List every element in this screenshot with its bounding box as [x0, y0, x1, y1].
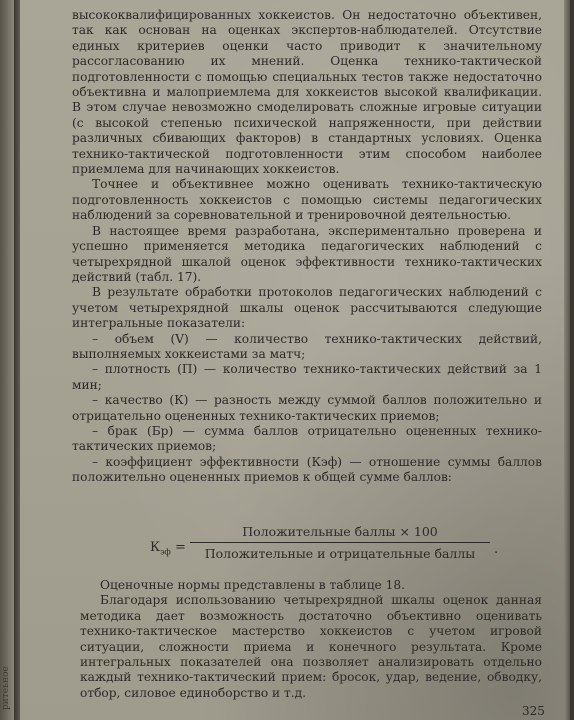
formula-lhs: $К_{эф}$ = [150, 540, 186, 557]
page-number: 325 [522, 704, 545, 718]
list-item: – объем (V) — количество технико-тактических действий, выполняемых хоккеистами за матч; [72, 331, 542, 361]
formula-fraction [190, 524, 490, 561]
paragraph: высококвалифицированных хоккеистов. Он недостаточно объективен, так как основан на оценках экспертов-наблюдателей. Отсутствие единых критериев оценки часто приводит к значительному рассогласованию их мнений. Оценка технико-тактической подготовленности с помощью специальных тестов также недостаточно объективна и малоприемлема для хоккеистов высокой квалификации. В этом случае невозможно смоделировать сложные игровые ситуации (с высокой степенью психической напряженности, при действии различных сбивающих факторов) в стандартных условиях. Оценка технико-тактической подготовленности этим способом наиболее приемлема для начинающих хоккеистов. [72, 8, 542, 177]
efficiency-formula [150, 524, 510, 572]
paragraph: Точнее и объективнее можно оценивать технико-тактическую подготовленность хоккеистов с помощью системы педагогических наблюдений за соревновательной и тренировочной деятельностью. [72, 177, 542, 223]
left-page-fragment: ритеьное [1, 666, 11, 710]
list-item: – брак (Бр) — сумма баллов отрицательно оцененных технико-тактических приемов; [72, 423, 542, 454]
list-item: – плотность (П) — количество технико-тактических действий за 1 мин; [72, 362, 542, 392]
page-right-edge [564, 0, 570, 720]
list-item: – качество (К) — разность между суммой баллов положительно и отрицательно оцененных технико-тактических приемов; [72, 393, 542, 423]
list-item: – коэффициент эффективности (Кэф) — отношение суммы баллов положительно оцененных приемов к общей сумме баллов: [72, 454, 542, 485]
book-page [20, 0, 570, 720]
paragraph: В результате обработки протоколов педагогических наблюдений с учетом четырехрядной шкалы оценок рассчитываются следующие интегральные показатели: [72, 285, 542, 331]
paragraph: Благодаря использованию четырехрядной шкалы оценок данная методика дает возможность достаточно объективно оценивать технико-тактическое мастерство хоккеистов с учетом игровой ситуации, сложности приема и конечного результата. Кроме интегральных показателей она позволяет анализировать отдельно каждый технико-тактический прием: бросок, удар, ведение, обводку, отбор, силовое единоборство и т.д. [80, 593, 542, 700]
body-text-top [72, 8, 542, 486]
left-page-edge [0, 0, 14, 720]
paragraph: Оценочные нормы представлены в таблице 18. [100, 578, 406, 592]
paragraph: В настоящее время разработана, экспериментально проверена и успешно применяется методика педагогических наблюдений с четырехрядной шкалой оценок эффективности технико-тактических действий (табл. 17). [72, 223, 542, 284]
formula-denominator: Положительные и отрицательные баллы [204, 546, 476, 561]
body-text-bottom [80, 578, 542, 701]
formula-end: . [494, 542, 499, 557]
formula-numerator: Положительные баллы × 100 [190, 524, 490, 543]
